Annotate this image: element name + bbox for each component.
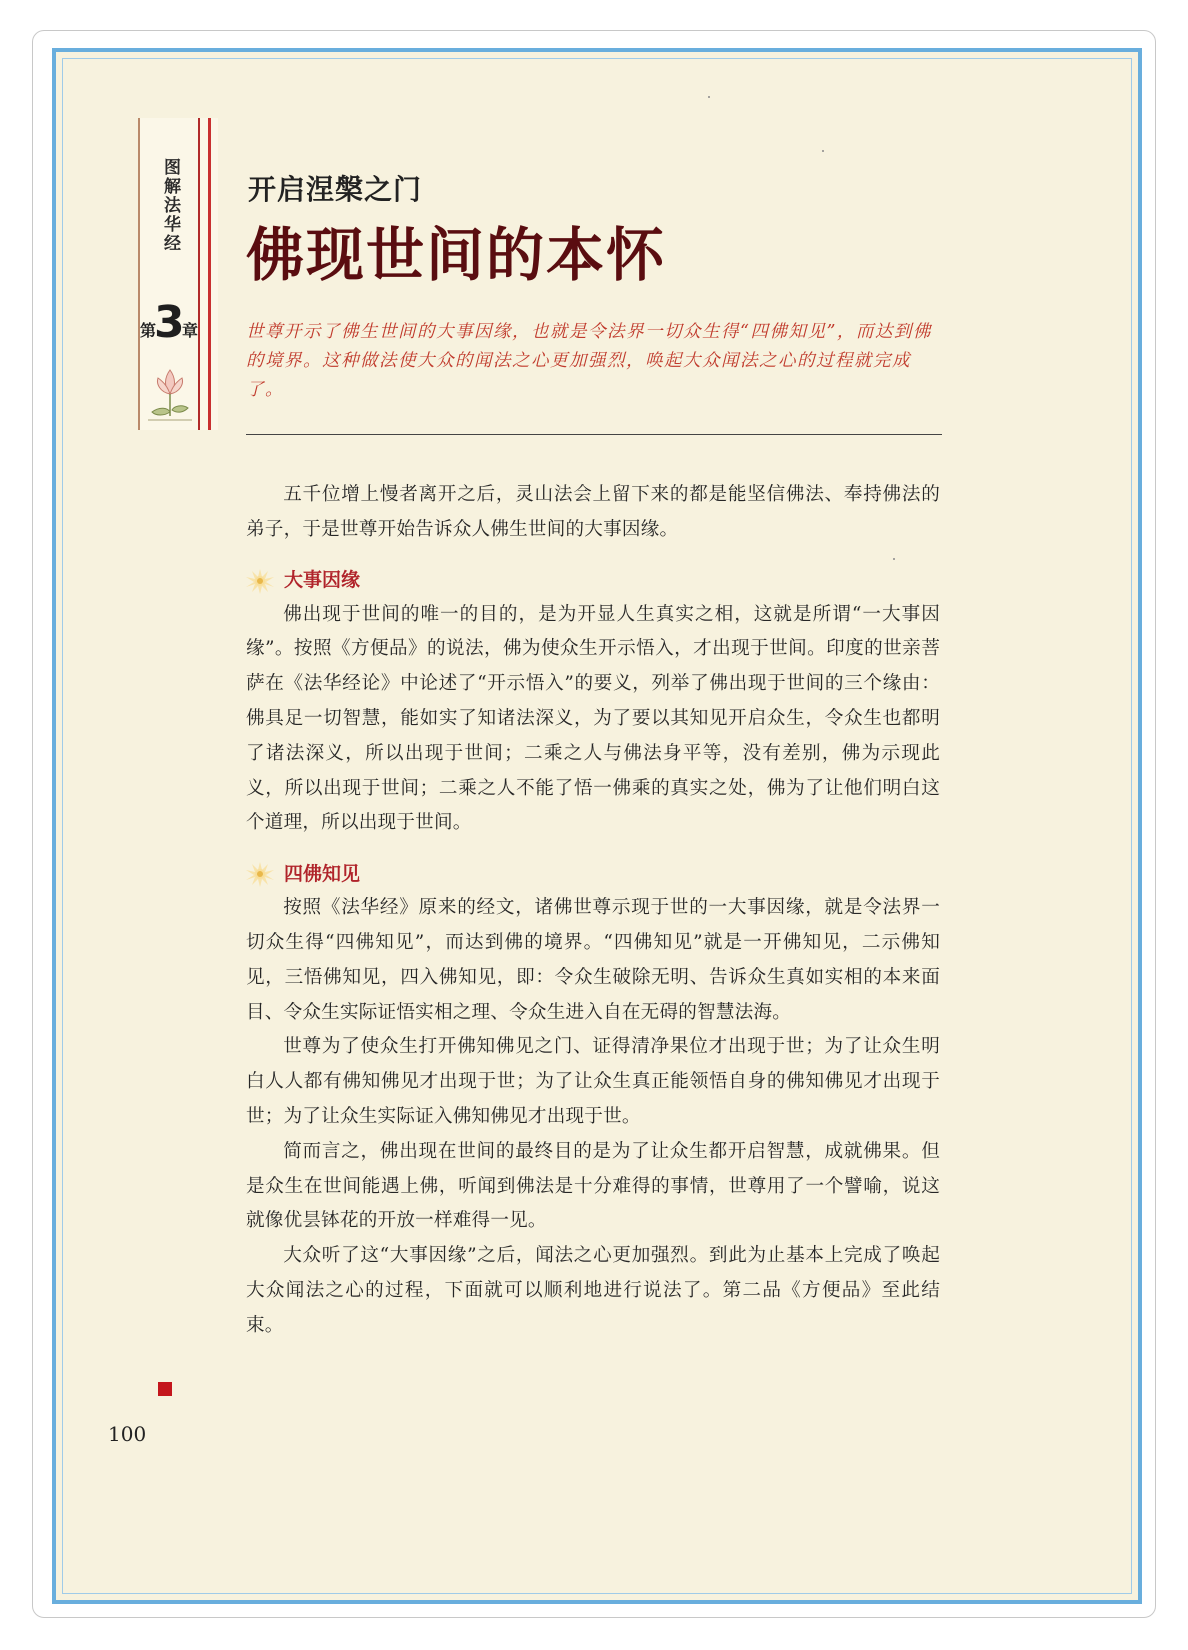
chapter-suffix: 章 xyxy=(182,321,199,340)
chapter-prefix: 第 xyxy=(140,321,157,340)
body-text xyxy=(246,478,940,1344)
divider xyxy=(246,434,942,435)
paper-speck xyxy=(708,96,710,98)
paragraph: 按照《法华经》原来的经文，诸佛世尊示现于世的一大事因缘，就是令法界一切众生得“四佛知见”，而达到佛的境界。“四佛知见”就是一开佛知见，二示佛知见，三悟佛知见，四入佛知见，即：令众生破除无明、告诉众生真如实相的本来面目、令众生实际证悟实相之理、令众生进入自在无碍的智慧法海。 xyxy=(246,897,940,1023)
end-mark xyxy=(158,1382,172,1396)
chapter-tab xyxy=(138,118,218,430)
tab-rule xyxy=(198,118,200,430)
book-name: 图解法华经 xyxy=(160,158,180,253)
lotus-icon xyxy=(144,362,196,424)
section-heading-label: 四佛知见 xyxy=(284,862,361,885)
chapter-digit: 3 xyxy=(154,297,185,348)
paragraph: 佛出现于世间的唯一的目的，是为开显人生真实之相，这就是所谓“一大事因缘”。按照《方便品》的说法，佛为使众生开示悟入，才出现于世间。印度的世亲菩萨在《法华经论》中论述了“开示悟入”的要义，列举了佛出现于世间的三个缘由：佛具足一切智慧，能如实了知诸法深义，为了要以其知见开启众生，令众生也都明了诸法深义，所以出现于世间；二乘之人与佛法身平等，没有差别，佛为示现此义，所以出现于世间；二乘之人不能了悟一佛乘的真实之处，佛为了让他们明白这个道理，所以出现于世间。 xyxy=(246,603,940,834)
flower-icon xyxy=(246,567,280,595)
intro-summary: 世尊开示了佛生世间的大事因缘，也就是令法界一切众生得“四佛知见”，而达到佛的境界。这种做法使大众的闻法之心更加强烈，唤起大众闻法之心的过程就完成了。 xyxy=(246,322,932,400)
opening-paragraph: 五千位增上慢者离开之后，灵山法会上留下来的都是能坚信佛法、奉持佛法的弟子，于是世尊开始告诉众人佛生世间的大事因缘。 xyxy=(246,484,940,540)
page-number: 100 xyxy=(108,1422,147,1446)
section-heading-label: 大事因缘 xyxy=(284,569,361,592)
section-subtitle: 开启涅槃之门 xyxy=(248,173,423,206)
paper-speck xyxy=(822,150,824,152)
section-heading xyxy=(246,564,940,598)
paragraph: 简而言之，佛出现在世间的最终目的是为了让众生都开启智慧，成就佛果。但是众生在世间能遇上佛，听闻到佛法是十分难得的事情，世尊用了一个譬喻，说这就像优昙钵花的开放一样难得一见。 xyxy=(246,1140,940,1232)
chapter-number xyxy=(140,298,202,354)
flower-icon xyxy=(246,860,280,888)
paragraph: 大众听了这“大事因缘”之后，闻法之心更加强烈。到此为止基本上完成了唤起大众闻法之心的过程，下面就可以顺利地进行说法了。第二品《方便品》至此结束。 xyxy=(246,1245,940,1336)
paper-speck xyxy=(893,558,895,560)
page-title: 佛现世间的本怀 xyxy=(246,221,667,289)
section-heading xyxy=(246,857,940,891)
paragraph: 世尊为了使众生打开佛知佛见之门、证得清净果位才出现于世；为了让众生明白人人都有佛知佛见才出现于世；为了让众生真正能领悟自身的佛知佛见才出现于世；为了让众生实际证入佛知佛见才出现于世。 xyxy=(246,1036,940,1127)
tab-rule xyxy=(208,118,211,430)
